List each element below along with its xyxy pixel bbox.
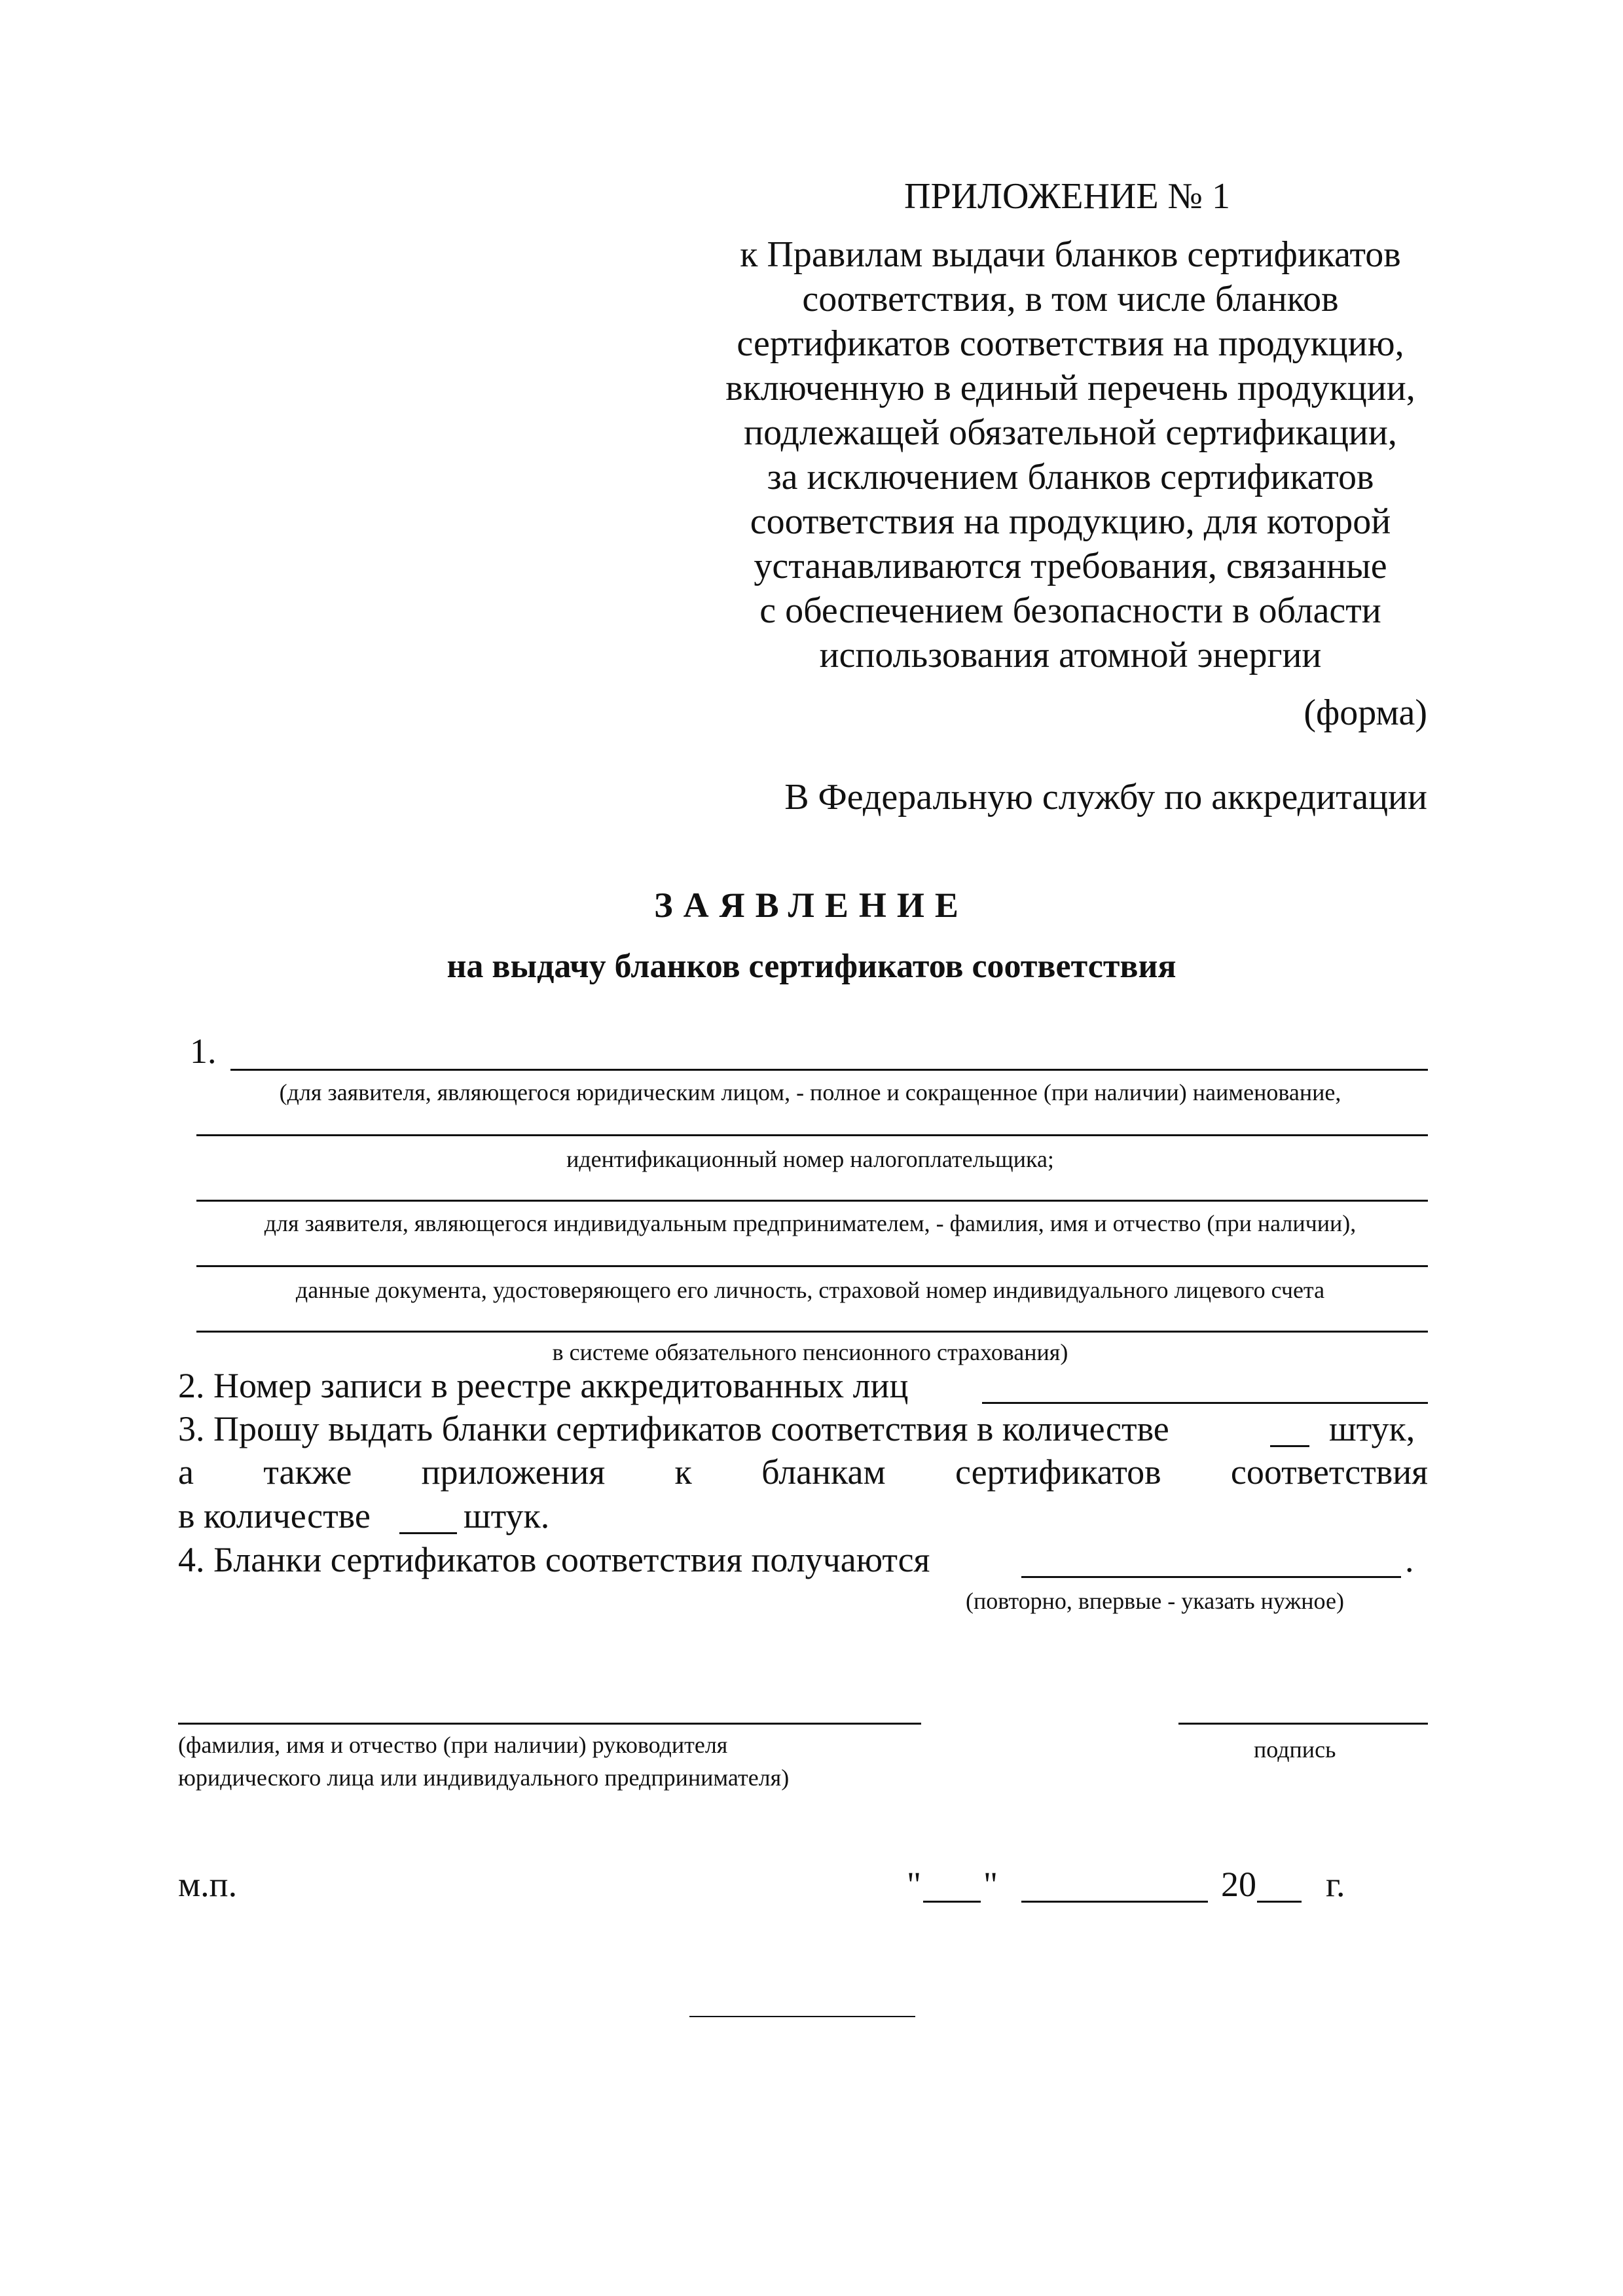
item3-word: приложения [421, 1452, 606, 1492]
section1-caption-4: данные документа, удостоверяющего его личность, страховой номер индивидуального лицевого счета [295, 1277, 1325, 1303]
bottom-divider [689, 2016, 915, 2017]
section1-caption-1: (для заявителя, являющегося юридическим лицом, - полное и сокращенное (при наличии) наименование, [279, 1079, 1341, 1105]
section1-caption-2: идентификационный номер налогоплательщика; [566, 1146, 1054, 1172]
name-caption-1: (фамилия, имя и отчество (при наличии) руководителя [178, 1732, 728, 1758]
item4-end: . [1405, 1540, 1414, 1579]
item3-word: сертификатов [955, 1452, 1161, 1492]
appendix-line: включенную в единый перечень продукции, [725, 368, 1415, 408]
signature-field[interactable] [1178, 1723, 1428, 1725]
document-subtitle: на выдачу бланков сертификатов соответствия [447, 948, 1176, 985]
item3-continuation [178, 1452, 1428, 1492]
item3-word: бланкам [761, 1452, 886, 1492]
item3-unit-2: штук. [464, 1496, 550, 1535]
item3-text-2: в количестве [178, 1496, 371, 1535]
issue-type-field[interactable] [1021, 1576, 1401, 1578]
item3-unit: штук, [1329, 1409, 1415, 1448]
date-quote-close: " [983, 1865, 998, 1904]
section1-caption-3: для заявителя, являющегося индивидуальным предпринимателем, - фамилия, имя и отчество (при наличии), [264, 1210, 1357, 1236]
appendix-line: за исключением бланков сертификатов [767, 457, 1374, 497]
signature-caption: подпись [1254, 1736, 1336, 1763]
section1-line-3[interactable] [196, 1200, 1428, 1202]
section1-number: 1. [190, 1031, 217, 1071]
date-year-field[interactable] [1257, 1901, 1302, 1903]
addressee: В Федеральную службу по аккредитации [784, 777, 1427, 817]
item2-text: 2. Номер записи в реестре аккредитованных лиц [178, 1366, 909, 1405]
section1-line-2[interactable] [196, 1134, 1428, 1136]
date-quote-open: " [907, 1865, 922, 1904]
item3-word: а [178, 1452, 194, 1492]
date-month-field[interactable] [1021, 1901, 1208, 1903]
head-name-field[interactable] [178, 1723, 921, 1725]
appendix-line: сертификатов соответствия на продукцию, [737, 323, 1404, 364]
item4-hint: (повторно, впервые - указать нужное) [966, 1588, 1344, 1614]
attachments-quantity-field[interactable] [399, 1532, 457, 1534]
appendix-title: ПРИЛОЖЕНИЕ № 1 [904, 176, 1230, 217]
item3-text: 3. Прошу выдать бланки сертификатов соответствия в количестве [178, 1409, 1169, 1448]
blanks-quantity-field[interactable] [1270, 1445, 1309, 1447]
date-year-suffix: г. [1326, 1865, 1345, 1904]
appendix-line: использования атомной энергии [819, 635, 1322, 675]
date-day-field[interactable] [923, 1901, 981, 1903]
date-year-prefix: 20 [1221, 1865, 1256, 1904]
item3-word: также [263, 1452, 352, 1492]
appendix-line: к Правилам выдачи бланков сертификатов [740, 234, 1401, 275]
appendix-line: соответствия, в том числе бланков [802, 279, 1339, 319]
appendix-line: соответствия на продукцию, для которой [750, 501, 1391, 542]
section1-line-5[interactable] [196, 1331, 1428, 1333]
section1-caption-5: в системе обязательного пенсионного страхования) [552, 1339, 1068, 1365]
item3-word: соответствия [1230, 1452, 1428, 1492]
appendix-line: подлежащей обязательной сертификации, [744, 412, 1397, 453]
appendix-line: устанавливаются требования, связанные [754, 546, 1387, 586]
section1-line-4[interactable] [196, 1265, 1428, 1267]
appendix-subtitle [674, 232, 1467, 677]
name-caption-2: юридического лица или индивидуального предпринимателя) [178, 1765, 790, 1791]
item3-word: к [674, 1452, 692, 1492]
document-title: ЗАЯВЛЕНИЕ [654, 886, 969, 925]
item4-text: 4. Бланки сертификатов соответствия получаются [178, 1540, 930, 1579]
form-label: (форма) [1304, 692, 1427, 733]
appendix-line: с обеспечением безопасности в области [759, 590, 1381, 631]
section1-line-1[interactable] [230, 1069, 1428, 1071]
stamp-label: м.п. [178, 1865, 238, 1904]
registry-number-field[interactable] [982, 1402, 1428, 1404]
